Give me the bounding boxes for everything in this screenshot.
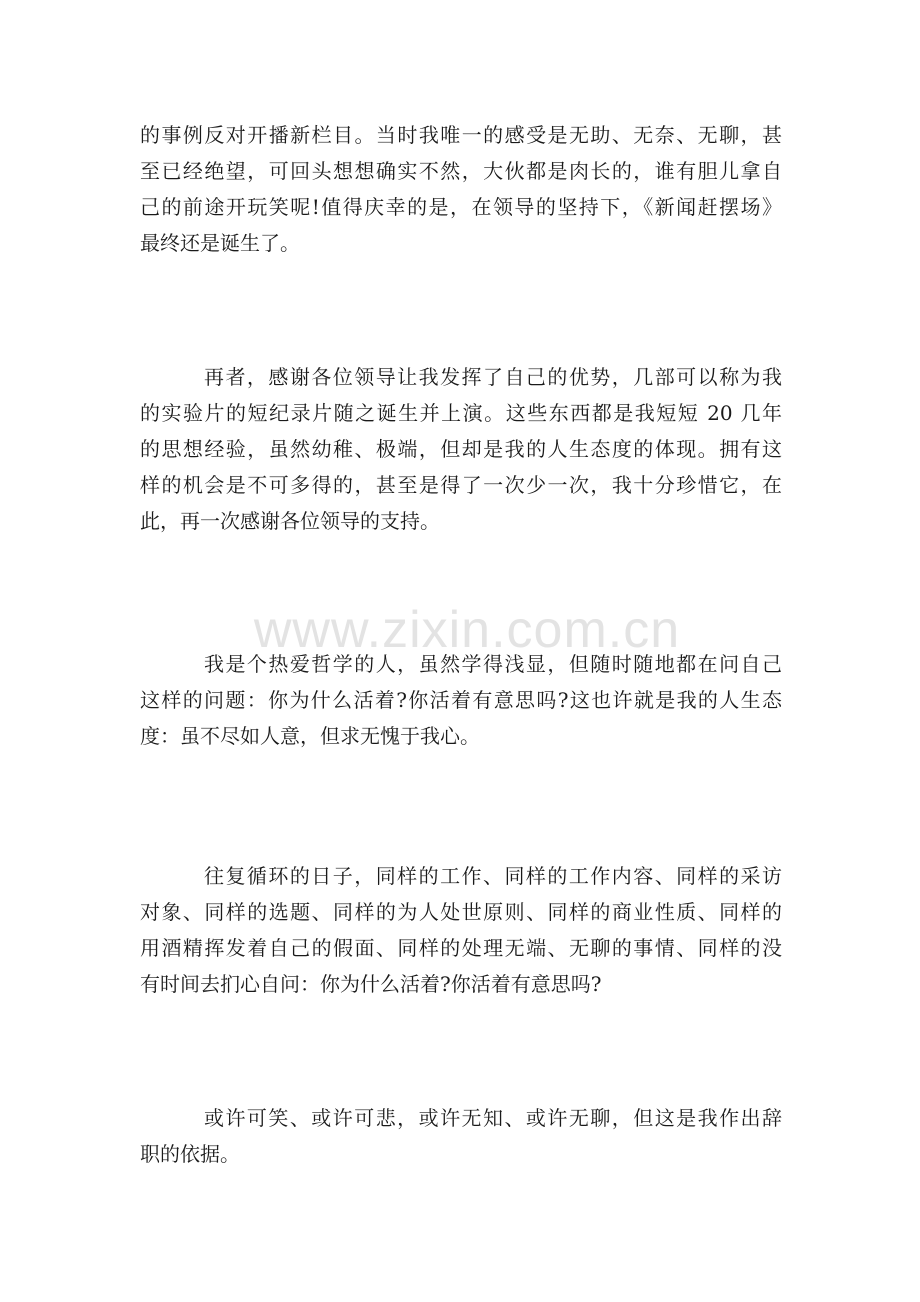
paragraph-line: 我是个热爱哲学的人，虽然学得浅显，但随时随地都在问自己	[204, 652, 782, 676]
paragraph-line: 对象、同样的选题、同样的为人处世原则、同样的商业性质、同样的	[140, 900, 782, 924]
paragraph-line: 此，再一次感谢各位领导的支持。	[140, 509, 440, 533]
paragraph-line: 或许可笑、或许可悲，或许无知、或许无聊，但这是我作出辞	[204, 1106, 782, 1130]
paragraph-line: 的实验片的短纪录片随之诞生并上演。这些东西都是我短短 20 几年	[140, 401, 782, 425]
paragraph-line: 有时间去扪心自问：你为什么活着?你活着有意思吗?	[140, 972, 602, 996]
paragraph-line: 最终还是诞生了。	[140, 231, 300, 255]
paragraph-line: 的思想经验，虽然幼稚、极端，但却是我的人生态度的体现。拥有这	[140, 437, 782, 461]
paragraph-line: 至已经绝望，可回头想想确实不然，大伙都是肉长的，谁有胆儿拿自	[140, 159, 782, 183]
paragraph-line: 往复循环的日子，同样的工作、同样的工作内容、同样的采访	[204, 864, 782, 888]
paragraph-2	[140, 359, 782, 539]
paragraph-line: 用酒精挥发着自己的假面、同样的处理无端、无聊的事情、同样的没	[140, 936, 782, 960]
paragraph-5	[140, 1100, 782, 1172]
paragraph-line: 这样的问题：你为什么活着?你活着有意思吗?这也许就是我的人生态	[140, 688, 782, 712]
paragraph-line: 己的前途开玩笑呢!值得庆幸的是，在领导的坚持下，《新闻赶摆场》	[140, 195, 782, 219]
paragraph-line: 度：虽不尽如人意，但求无愧于我心。	[140, 724, 480, 748]
paragraph-line: 再者，感谢各位领导让我发挥了自己的优势，几部可以称为我	[204, 365, 782, 389]
paragraph-1	[140, 117, 782, 261]
paragraph-line: 样的机会是不可多得的，甚至是得了一次少一次，我十分珍惜它，在	[140, 473, 782, 497]
watermark: www.zixin.com.cn	[253, 601, 681, 659]
paragraph-line: 职的依据。	[140, 1142, 240, 1166]
paragraph-line: 的事例反对开播新栏目。当时我唯一的感受是无助、无奈、无聊，甚	[140, 123, 782, 147]
paragraph-4	[140, 858, 782, 1002]
paragraph-3	[140, 646, 782, 754]
